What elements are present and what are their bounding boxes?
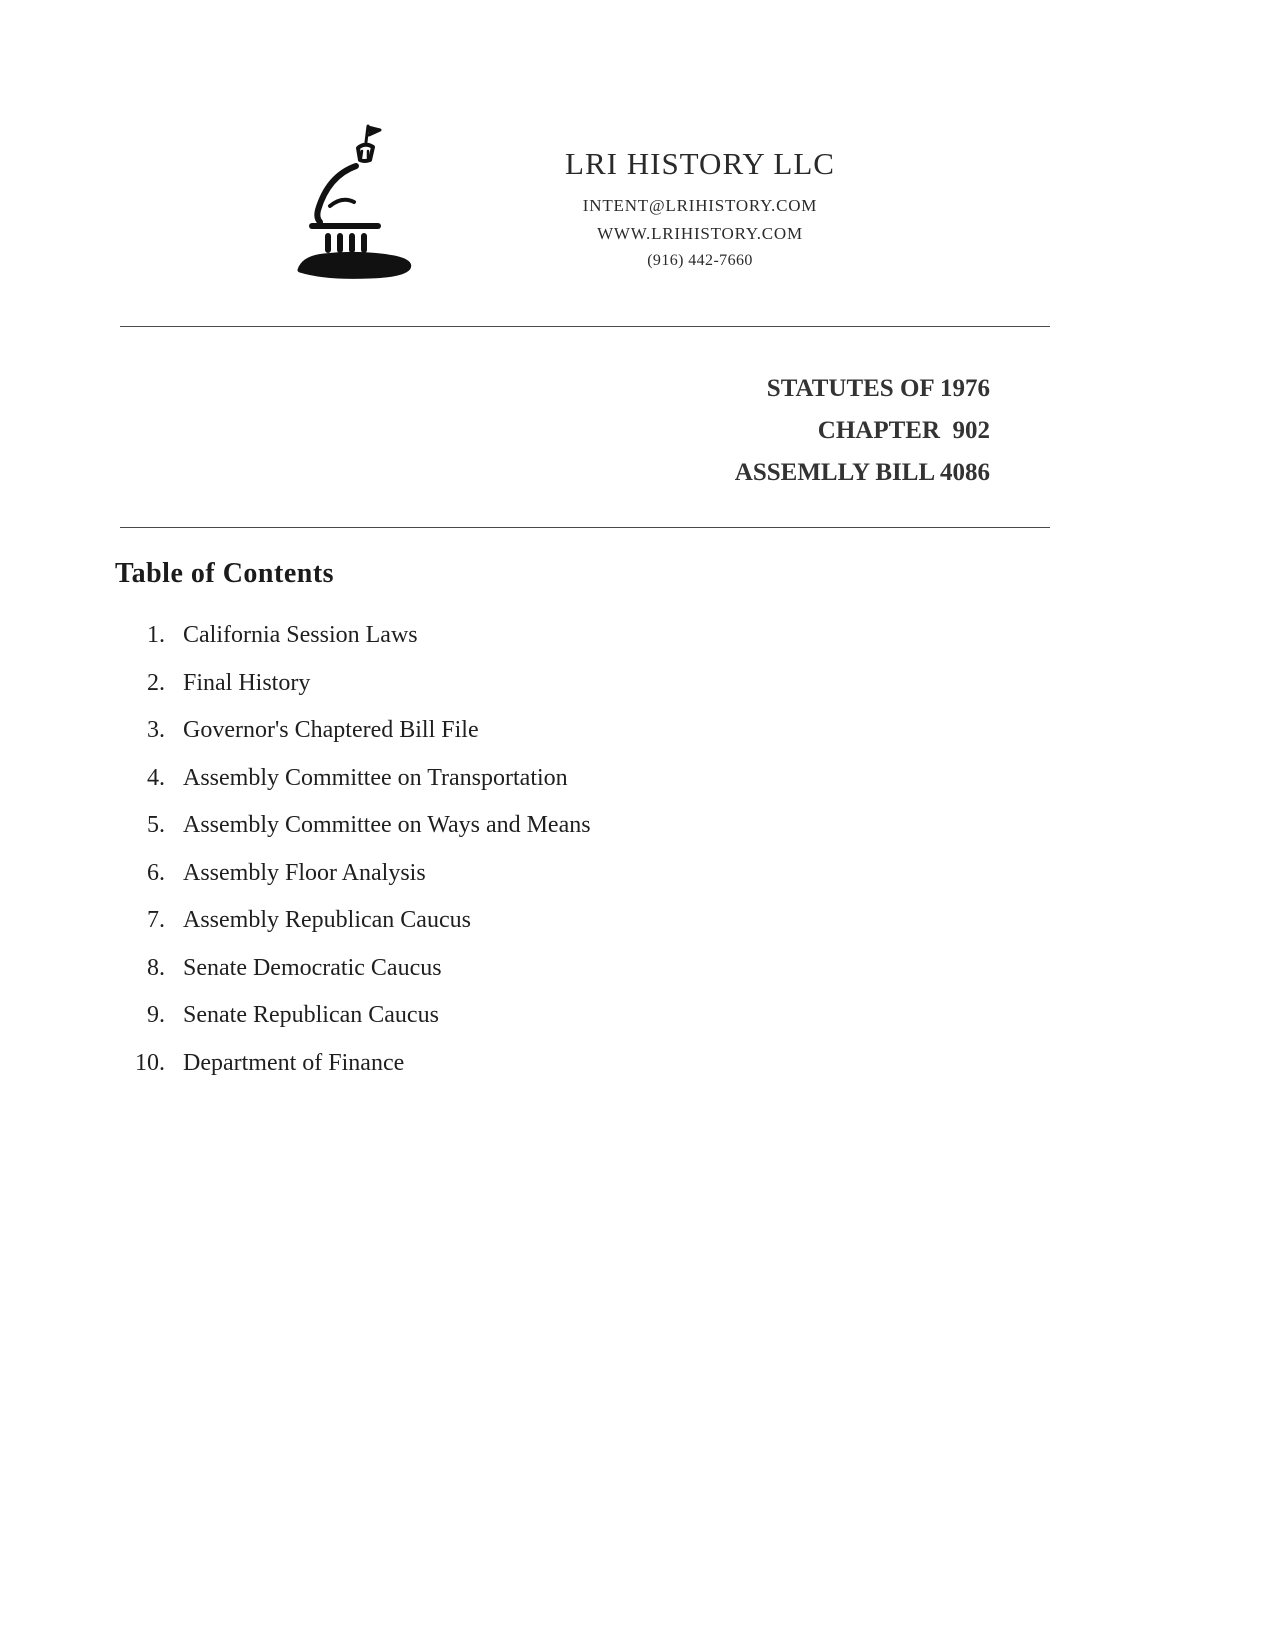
toc-item	[115, 765, 591, 813]
toc-item-number: 7.	[147, 907, 165, 933]
capitol-logo-icon	[290, 118, 440, 283]
company-website: WWW.LRIHISTORY.COM	[597, 224, 803, 243]
toc-item-label: California Session Laws	[183, 622, 418, 648]
statutes-block	[120, 368, 990, 494]
toc-item	[115, 955, 591, 1003]
toc-item-label: Assembly Committee on Ways and Means	[183, 812, 591, 838]
toc-item	[115, 717, 591, 765]
toc-item-number: 9.	[147, 1002, 165, 1028]
toc-item-label: Assembly Committee on Transportation	[183, 764, 568, 791]
toc-item-label: Senate Democratic Caucus	[183, 954, 442, 981]
toc-item	[115, 670, 591, 718]
toc-list	[115, 622, 591, 1097]
toc-item-label: Assembly Floor Analysis	[183, 859, 426, 886]
letterhead	[290, 118, 915, 283]
toc-item	[115, 622, 591, 670]
statutes-line-1: STATUTES OF 1976	[766, 375, 990, 402]
toc-item	[115, 1002, 591, 1050]
letterhead-text	[485, 146, 915, 270]
toc-item-number: 1.	[147, 622, 165, 648]
toc-item-number: 10.	[135, 1049, 165, 1076]
statutes-line-2: CHAPTER 902	[817, 417, 990, 444]
company-name: LRI HISTORY LLC	[565, 146, 835, 181]
toc-item-label: Final History	[183, 669, 311, 696]
toc-title: Table of Contents	[115, 558, 335, 589]
toc-item-number: 2.	[147, 669, 165, 696]
toc-item-number: 4.	[147, 764, 165, 791]
toc-item	[115, 812, 591, 860]
statutes-line-3: ASSEMLLY BILL 4086	[734, 459, 990, 486]
toc-item	[115, 1050, 591, 1098]
toc-item	[115, 907, 591, 955]
toc-item-number: 8.	[147, 954, 165, 981]
toc-item	[115, 860, 591, 908]
toc-item-label: Department of Finance	[183, 1049, 405, 1076]
company-phone: (916) 442-7660	[647, 252, 753, 269]
toc-item-number: 6.	[147, 859, 165, 886]
toc-item-label: Governor's Chaptered Bill File	[183, 717, 479, 743]
toc-item-number: 3.	[147, 717, 165, 743]
divider-bottom	[120, 527, 1050, 528]
toc-item-label: Senate Republican Caucus	[183, 1002, 439, 1028]
toc-item-label: Assembly Republican Caucus	[183, 907, 471, 933]
toc-item-number: 5.	[147, 812, 165, 838]
divider-top	[120, 326, 1050, 327]
company-email: INTENT@LRIHISTORY.COM	[582, 196, 818, 215]
